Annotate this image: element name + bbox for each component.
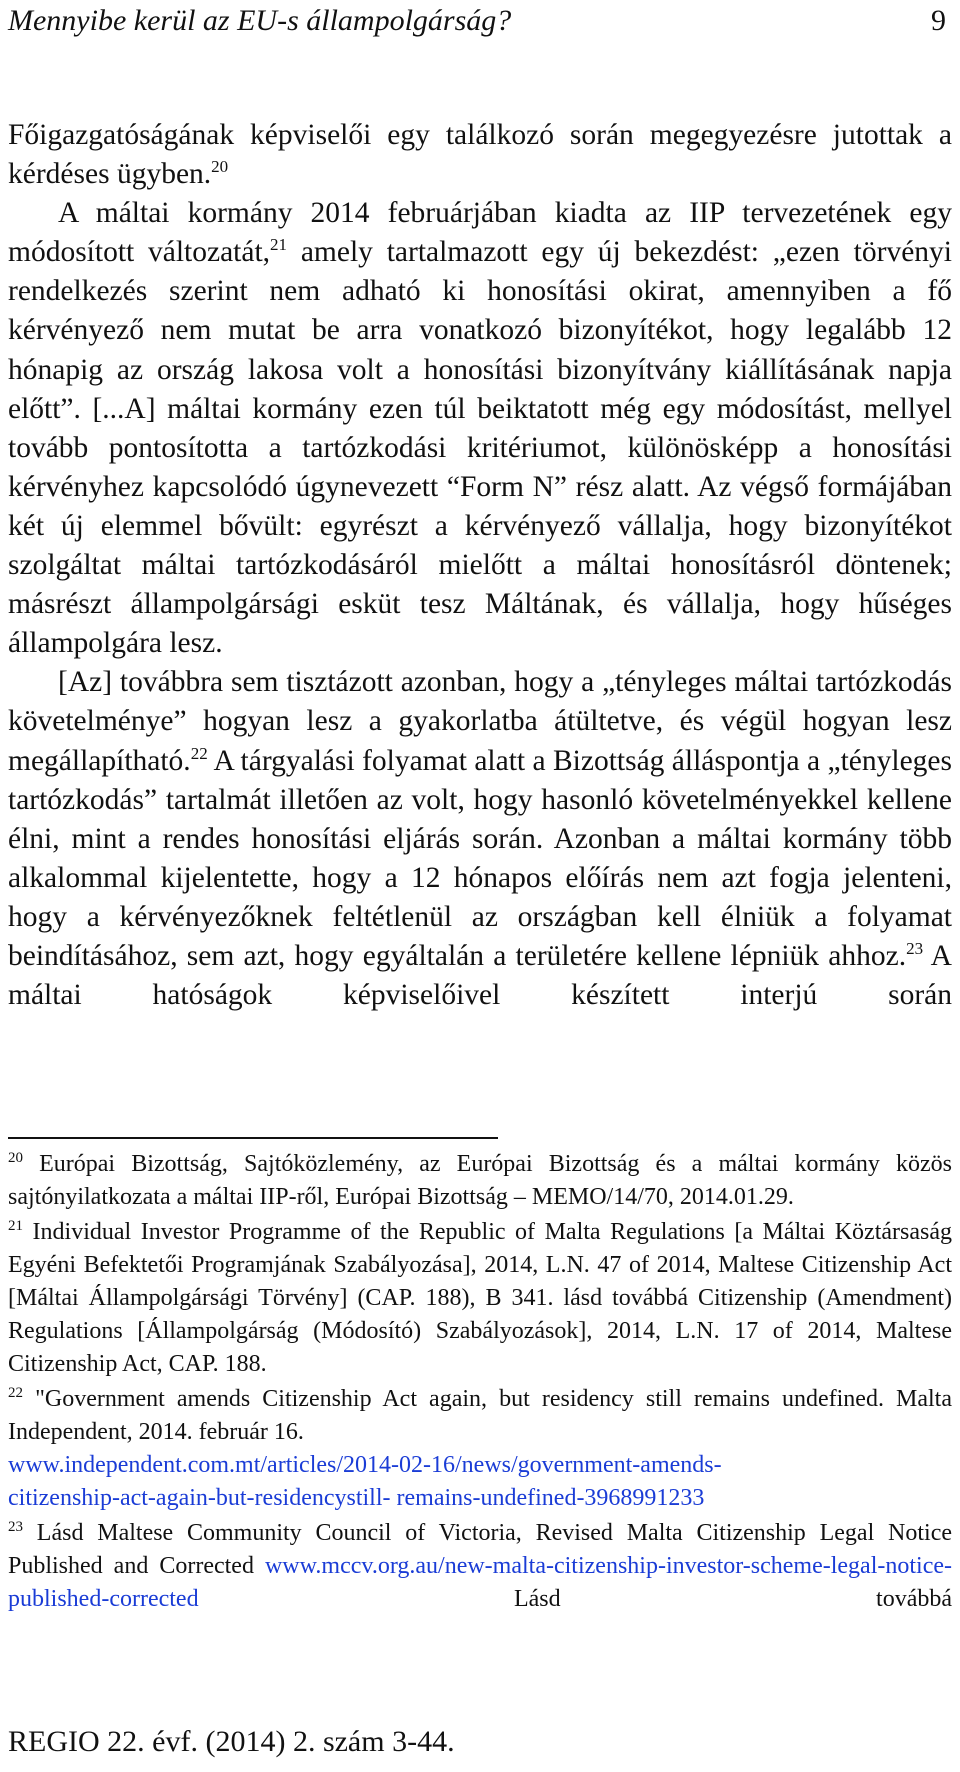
- footnote-ref-22[interactable]: 22: [190, 743, 208, 763]
- footnote-20: [8, 1148, 952, 1214]
- paragraph-3-text-a: [Az] továbbra sem tisztázott azonban, hogy a „tényleges máltai tartózkodás követelménye” hogyan lesz a gyakorlatba átültetve, és végül hogyan lesz megállapítható.: [8, 666, 952, 777]
- footnote-22-link-line-2[interactable]: citizenship-act-again-but-residencystill- remains-undefined-3968991233: [8, 1485, 705, 1511]
- footnote-text: Individual Investor Programme of the Republic of Malta Regulations [a Máltai Köztársaság Egyéni Befektetői Programjának Szabályozása], 2014, L.N. 47 of 2014, Maltese Citizenship Act [Máltai Állampolgársági Törvény] (CAP. 188), B 341. lásd továbbá Citizenship (Amendment) Regulations [Állampolgárság (Módosító) Szabályozások], 2014, L.N. 17 of 2014, Maltese Citizenship Act, CAP. 188.: [8, 1219, 952, 1377]
- footnote-number: 23: [8, 1519, 23, 1535]
- footnote-number: 21: [8, 1218, 23, 1234]
- footnote-22: [8, 1383, 952, 1515]
- footnote-23: [8, 1517, 952, 1616]
- main-text: [8, 116, 952, 1015]
- paragraph-2: [8, 194, 952, 663]
- footnote-21: [8, 1216, 952, 1381]
- footnote-22-link-line-1[interactable]: www.independent.com.mt/articles/2014-02-16/news/government-amends-: [8, 1452, 722, 1478]
- paragraph-2-text-a: A máltai kormány 2014 februárjában kiadta az IIP tervezetének egy módosított változatát,: [8, 197, 952, 269]
- footnote-ref-23[interactable]: 23: [906, 939, 924, 959]
- paragraph-1-text: Főigazgatóságának képviselői egy találkozó során megegyezésre jutottak a kérdéses ügyben.: [8, 119, 952, 191]
- paragraph-2-text-b: amely tartalmazott egy új bekezdést: „ezen törvényi rendelkezés szerint nem adható ki honosítási okirat, amennyiben a fő kérvényező nem mutat be arra vonatkozó bizonyítékot, hogy legalább 12 hónapig az ország lakosa volt a honosítási bizonyítvány kiállításának napja előtt”. [...A] máltai kormány ezen túl beiktatott még egy módosítást, mellyel tovább pontosította a tartózkodási kritériumot, különösképp a honosítási kérvényhez kapcsolódó úgynevezett “Form N” rész alatt. Az végső formájában két új elemmel bővült: egyrészt a kérvényező vállalja, hogy bizonyítékot szolgáltat máltai tartózkodásáról mielőtt a máltai honosításról döntenek; másrészt állampolgársági esküt tesz Máltának, és vállalja, hogy hűséges állampolgára lesz.: [8, 236, 952, 660]
- footnote-text: Európai Bizottság, Sajtóközlemény, az Európai Bizottság és a máltai kormány közös sajtónyilatkozata a máltai IIP-ről, Európai Bizottság – MEMO/14/70, 2014.01.29.: [8, 1151, 952, 1210]
- journal-citation: REGIO 22. évf. (2014) 2. szám 3-44.: [8, 1725, 455, 1758]
- paragraph-3-text-c: A máltai hatóságok képviselőivel készített interjú során: [8, 939, 952, 1012]
- paragraph-3-text-b: A tárgyalási folyamat alatt a Bizottság álláspontja a „tényleges tartózkodás” tartalmát illetően az volt, hogy hasonló követelményekkel kellene élni, mint a rendes honosítási eljárás során. Azonban a máltai kormány több alkalommal kijelentette, hogy a 12 hónapos előírás nem azt fogja jelenteni, hogy a kérvényezőknek feltétlenül az országban kell élniük a folyamat beindításához, sem azt, hogy egyáltalán a területére kellene lépniük ahhoz.: [8, 744, 952, 972]
- footnote-text: Lásd Maltese Community Council of Victoria, Revised Malta Citizenship Legal Notice Published and Corrected: [8, 1520, 952, 1579]
- footnote-ref-21[interactable]: 21: [270, 235, 288, 255]
- footnote-number: 22: [8, 1385, 23, 1401]
- footnote-23-link[interactable]: www.mccv.org.au/new-malta-citizenship-investor-scheme-legal-notice-published-corrected: [8, 1553, 952, 1612]
- paragraph-3: [8, 663, 952, 1015]
- running-header: [8, 4, 950, 48]
- footnote-separator: [8, 1137, 498, 1139]
- footnote-ref-20[interactable]: 20: [211, 157, 229, 177]
- footnotes: [8, 1148, 952, 1618]
- running-title: Mennyibe kerül az EU-s állampolgárság?: [8, 4, 512, 37]
- paragraph-1: [8, 116, 952, 194]
- footnote-23-tail: Lásd továbbá: [198, 1586, 952, 1612]
- page-number: 9: [931, 4, 946, 37]
- footnote-text: "Government amends Citizenship Act again, but residency still remains undefined. Malta Independent, 2014. február 16.: [8, 1386, 952, 1445]
- footnote-number: 20: [8, 1150, 23, 1166]
